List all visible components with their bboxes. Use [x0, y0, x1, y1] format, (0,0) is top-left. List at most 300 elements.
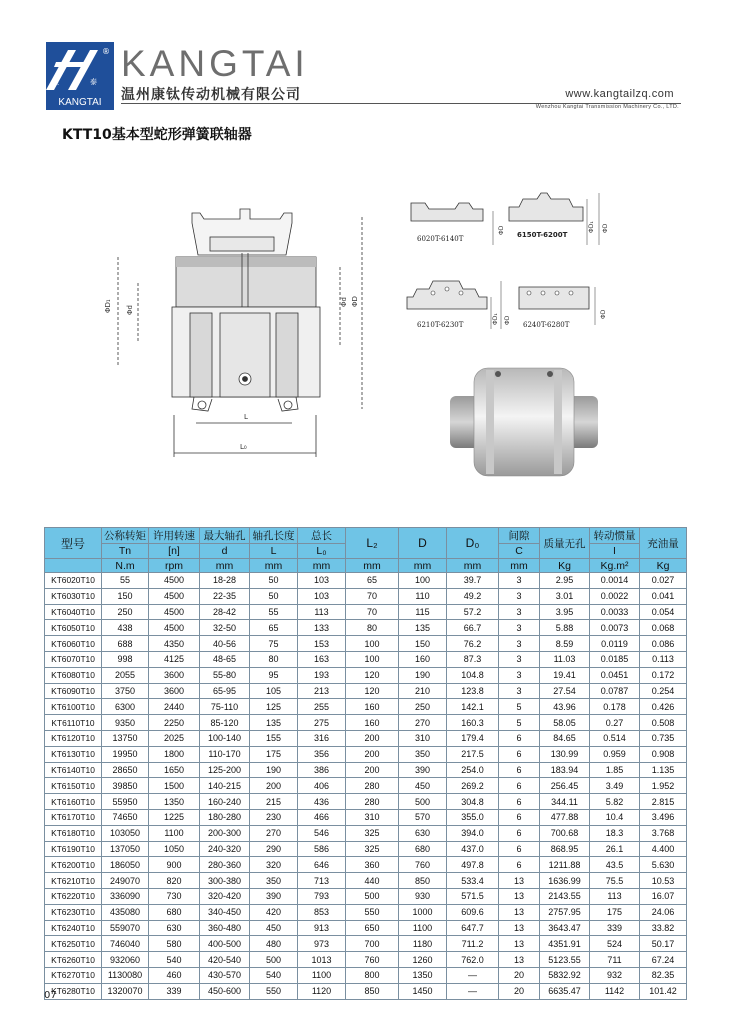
- cell-inertia: 0.0119: [590, 636, 640, 652]
- cell-model: KT6180T10: [45, 825, 102, 841]
- cell-total-length: 356: [298, 746, 346, 762]
- cell-oil: 5.630: [640, 857, 687, 873]
- cell-bore-length: 155: [250, 730, 298, 746]
- cell-bore: 360-480: [200, 920, 250, 936]
- cell-speed: 1225: [149, 809, 200, 825]
- cell-tn: 6300: [102, 699, 149, 715]
- header-l-sym: L: [250, 544, 298, 559]
- cell-mass: 58.05: [540, 715, 590, 731]
- cell-tn: 9350: [102, 715, 149, 731]
- cell-speed: 730: [149, 888, 200, 904]
- cell-bore-length: 230: [250, 809, 298, 825]
- cell-d0: 609.6: [447, 904, 499, 920]
- profile-2-dim-D: ΦD: [602, 223, 609, 233]
- cell-speed: 540: [149, 952, 200, 968]
- cell-total-length: 546: [298, 825, 346, 841]
- cell-speed: 1350: [149, 794, 200, 810]
- cell-outer-d: 150: [399, 636, 447, 652]
- cell-speed: 460: [149, 967, 200, 983]
- cell-speed: 2250: [149, 715, 200, 731]
- cell-d0: 437.0: [447, 841, 499, 857]
- cell-tn: 28650: [102, 762, 149, 778]
- table-row: [45, 841, 687, 857]
- cell-model: KT6070T10: [45, 651, 102, 667]
- header-inertia-unit: Kg.m²: [590, 559, 640, 573]
- cell-l2: 650: [346, 920, 399, 936]
- cell-gap: 6: [499, 825, 540, 841]
- cell-gap: 6: [499, 809, 540, 825]
- header-mass-cn: 质量无孔: [540, 528, 590, 559]
- table-row: [45, 888, 687, 904]
- cell-bore-length: 270: [250, 825, 298, 841]
- cell-bore-length: 105: [250, 683, 298, 699]
- cell-total-length: 436: [298, 794, 346, 810]
- coupling-photo: [446, 362, 601, 480]
- brand-name: KANGTAI: [121, 43, 309, 84]
- cell-gap: 3: [499, 683, 540, 699]
- cell-total-length: 133: [298, 620, 346, 636]
- cell-outer-d: 1260: [399, 952, 447, 968]
- cell-l2: 200: [346, 730, 399, 746]
- cell-bore-length: 125: [250, 699, 298, 715]
- cell-outer-d: 310: [399, 730, 447, 746]
- cell-model: KT6220T10: [45, 888, 102, 904]
- cell-l2: 280: [346, 778, 399, 794]
- dim-label-D: ΦD: [351, 296, 359, 307]
- table-row: [45, 936, 687, 952]
- cell-gap: 3: [499, 667, 540, 683]
- cell-l2: 550: [346, 904, 399, 920]
- cell-mass: 5832.92: [540, 967, 590, 983]
- cell-d0: 647.7: [447, 920, 499, 936]
- header-l0-cn: 总长: [298, 528, 346, 544]
- cell-outer-d: 760: [399, 857, 447, 873]
- cell-mass: 3643.47: [540, 920, 590, 936]
- cell-speed: 2025: [149, 730, 200, 746]
- cell-oil: 0.086: [640, 636, 687, 652]
- cell-tn: 39850: [102, 778, 149, 794]
- cell-gap: 3: [499, 620, 540, 636]
- header-l-cn: 轴孔长度: [250, 528, 298, 544]
- cell-speed: 1100: [149, 825, 200, 841]
- cell-bore: 160-240: [200, 794, 250, 810]
- table-row: [45, 762, 687, 778]
- cell-total-length: 153: [298, 636, 346, 652]
- cell-mass: 43.96: [540, 699, 590, 715]
- cell-l2: 200: [346, 746, 399, 762]
- cell-mass: 1636.99: [540, 873, 590, 889]
- cell-d0: 179.4: [447, 730, 499, 746]
- cell-d0: 304.8: [447, 794, 499, 810]
- cell-mass: 19.41: [540, 667, 590, 683]
- header-l2: L₂: [346, 528, 399, 559]
- cell-l2: 160: [346, 715, 399, 731]
- cell-oil: 50.17: [640, 936, 687, 952]
- cell-inertia: 75.5: [590, 873, 640, 889]
- cell-bore: 48-65: [200, 651, 250, 667]
- cell-outer-d: 270: [399, 715, 447, 731]
- cell-gap: 6: [499, 794, 540, 810]
- cell-model: KT6200T10: [45, 857, 102, 873]
- cell-bore-length: 390: [250, 888, 298, 904]
- cell-inertia: 932: [590, 967, 640, 983]
- logo-text: KANGTAI: [58, 97, 102, 108]
- cell-d0: 762.0: [447, 952, 499, 968]
- profile-label-1: 6020T-6140T: [417, 235, 464, 243]
- cell-model: KT6090T10: [45, 683, 102, 699]
- table-row: [45, 573, 687, 589]
- cell-bore-length: 135: [250, 715, 298, 731]
- cell-model: KT6120T10: [45, 730, 102, 746]
- table-row: [45, 620, 687, 636]
- cell-mass: 5.88: [540, 620, 590, 636]
- cell-bore: 125-200: [200, 762, 250, 778]
- cell-gap: 6: [499, 762, 540, 778]
- cell-speed: 900: [149, 857, 200, 873]
- table-row: [45, 873, 687, 889]
- cell-speed: 2440: [149, 699, 200, 715]
- cell-gap: 3: [499, 588, 540, 604]
- cell-tn: 336090: [102, 888, 149, 904]
- cell-d0: 49.2: [447, 588, 499, 604]
- cell-outer-d: 135: [399, 620, 447, 636]
- cell-speed: 1650: [149, 762, 200, 778]
- cell-gap: 13: [499, 873, 540, 889]
- cell-bore: 110-170: [200, 746, 250, 762]
- cell-model: KT6100T10: [45, 699, 102, 715]
- cell-inertia: 5.82: [590, 794, 640, 810]
- cell-oil: 10.53: [640, 873, 687, 889]
- cell-d0: 66.7: [447, 620, 499, 636]
- spec-table-body: [45, 573, 687, 1000]
- profile-label-4: 6240T-6280T: [523, 321, 570, 329]
- cell-model: KT6270T10: [45, 967, 102, 983]
- cell-bore-length: 65: [250, 620, 298, 636]
- website-url: www.kangtailzq.com: [565, 88, 674, 100]
- cell-inertia: 175: [590, 904, 640, 920]
- cell-outer-d: 1450: [399, 983, 447, 999]
- profile-3-dim-D: ΦD: [504, 315, 511, 325]
- cell-model: KT6050T10: [45, 620, 102, 636]
- cell-tn: 249070: [102, 873, 149, 889]
- cell-total-length: 163: [298, 651, 346, 667]
- cell-bore-length: 550: [250, 983, 298, 999]
- cell-l2: 200: [346, 762, 399, 778]
- cell-model: KT6110T10: [45, 715, 102, 731]
- cell-l2: 70: [346, 604, 399, 620]
- cell-bore-length: 55: [250, 604, 298, 620]
- header-c-unit: mm: [499, 559, 540, 573]
- cell-bore-length: 350: [250, 873, 298, 889]
- header-n-cn: 许用转速: [149, 528, 200, 544]
- cell-bore-length: 50: [250, 573, 298, 589]
- cell-bore-length: 75: [250, 636, 298, 652]
- cell-inertia: 18.3: [590, 825, 640, 841]
- cell-gap: 13: [499, 936, 540, 952]
- cell-speed: 680: [149, 904, 200, 920]
- cell-bore: 200-300: [200, 825, 250, 841]
- table-row: [45, 667, 687, 683]
- cell-bore: 28-42: [200, 604, 250, 620]
- cell-outer-d: 115: [399, 604, 447, 620]
- cell-outer-d: 1000: [399, 904, 447, 920]
- cell-gap: 13: [499, 920, 540, 936]
- header-l2-unit: mm: [346, 559, 399, 573]
- cell-outer-d: 570: [399, 809, 447, 825]
- cell-tn: 74650: [102, 809, 149, 825]
- cell-outer-d: 630: [399, 825, 447, 841]
- header-n-sym: [n]: [149, 544, 200, 559]
- cell-tn: 746040: [102, 936, 149, 952]
- cell-tn: 2055: [102, 667, 149, 683]
- cell-gap: 6: [499, 746, 540, 762]
- cell-bore: 300-380: [200, 873, 250, 889]
- cell-d0: 142.1: [447, 699, 499, 715]
- table-row: [45, 825, 687, 841]
- cell-l2: 360: [346, 857, 399, 873]
- cell-gap: 20: [499, 967, 540, 983]
- cell-l2: 850: [346, 983, 399, 999]
- cell-total-length: 646: [298, 857, 346, 873]
- cell-total-length: 713: [298, 873, 346, 889]
- cell-outer-d: 450: [399, 778, 447, 794]
- cell-inertia: 0.959: [590, 746, 640, 762]
- cell-total-length: 316: [298, 730, 346, 746]
- cell-gap: 20: [499, 983, 540, 999]
- cell-tn: 186050: [102, 857, 149, 873]
- cell-bore: 400-500: [200, 936, 250, 952]
- header-l-unit: mm: [250, 559, 298, 573]
- profile-1-dim-D: ΦD: [498, 225, 505, 235]
- company-name-cn: 温州康钛传动机械有限公司: [121, 87, 301, 103]
- table-row: [45, 904, 687, 920]
- cell-gap: 5: [499, 715, 540, 731]
- cell-inertia: 339: [590, 920, 640, 936]
- profile-label-3: 6210T-6230T: [417, 321, 464, 329]
- cell-outer-d: 110: [399, 588, 447, 604]
- cell-speed: 4125: [149, 651, 200, 667]
- cell-mass: 4351.91: [540, 936, 590, 952]
- cell-inertia: 0.514: [590, 730, 640, 746]
- cell-mass: 477.88: [540, 809, 590, 825]
- cell-l2: 160: [346, 699, 399, 715]
- page-title: KTT10基本型蛇形弹簧联轴器: [62, 127, 252, 143]
- cell-inertia: 113: [590, 888, 640, 904]
- cell-oil: 0.113: [640, 651, 687, 667]
- cell-outer-d: 930: [399, 888, 447, 904]
- cell-oil: 82.35: [640, 967, 687, 983]
- cell-d0: 497.8: [447, 857, 499, 873]
- cell-gap: 6: [499, 778, 540, 794]
- header-inertia-cn: 转动惯量: [590, 528, 640, 544]
- cell-model: KT6170T10: [45, 809, 102, 825]
- cell-mass: 27.54: [540, 683, 590, 699]
- cell-oil: 1.135: [640, 762, 687, 778]
- cell-bore-length: 540: [250, 967, 298, 983]
- cell-d0: 160.3: [447, 715, 499, 731]
- table-row: [45, 604, 687, 620]
- kangtai-logo: [46, 42, 114, 110]
- cell-bore-length: 50: [250, 588, 298, 604]
- cell-bore: 180-280: [200, 809, 250, 825]
- cell-l2: 800: [346, 967, 399, 983]
- header-oil-cn: 充油量: [640, 528, 687, 559]
- cell-mass: 6635.47: [540, 983, 590, 999]
- logo-char-2: 泰: [90, 78, 97, 86]
- cell-bore: 140-215: [200, 778, 250, 794]
- cell-bore-length: 500: [250, 952, 298, 968]
- table-row: [45, 715, 687, 731]
- cell-model: KT6240T10: [45, 920, 102, 936]
- cell-total-length: 275: [298, 715, 346, 731]
- cell-tn: 435080: [102, 904, 149, 920]
- cell-l2: 65: [346, 573, 399, 589]
- header-model: 型号: [45, 528, 102, 559]
- header-inertia-sym: I: [590, 544, 640, 559]
- cell-bore: 22-35: [200, 588, 250, 604]
- cell-oil: 0.068: [640, 620, 687, 636]
- cell-speed: 4500: [149, 604, 200, 620]
- coupling-drawing: [100, 195, 370, 470]
- cell-mass: 8.59: [540, 636, 590, 652]
- cell-oil: 3.496: [640, 809, 687, 825]
- profile-2-dim-D1: ΦD₁: [588, 221, 595, 233]
- header-n-unit: rpm: [149, 559, 200, 573]
- cell-outer-d: 190: [399, 667, 447, 683]
- table-row: [45, 983, 687, 999]
- cell-total-length: 103: [298, 573, 346, 589]
- cell-oil: 0.908: [640, 746, 687, 762]
- cell-outer-d: 1100: [399, 920, 447, 936]
- cell-outer-d: 1180: [399, 936, 447, 952]
- dim-label-L: L: [244, 413, 248, 421]
- dim-label-d-right: Φd: [340, 297, 348, 307]
- cell-total-length: 793: [298, 888, 346, 904]
- cell-d0: 254.0: [447, 762, 499, 778]
- cell-d0: 269.2: [447, 778, 499, 794]
- cell-oil: 0.054: [640, 604, 687, 620]
- cell-d0: 533.4: [447, 873, 499, 889]
- cell-inertia: 0.0787: [590, 683, 640, 699]
- cell-mass: 5123.55: [540, 952, 590, 968]
- cell-bore-length: 80: [250, 651, 298, 667]
- cell-tn: 998: [102, 651, 149, 667]
- cell-gap: 13: [499, 904, 540, 920]
- cell-speed: 3600: [149, 667, 200, 683]
- cell-total-length: 213: [298, 683, 346, 699]
- cell-inertia: 0.0033: [590, 604, 640, 620]
- cell-speed: 4500: [149, 620, 200, 636]
- cell-inertia: 0.0451: [590, 667, 640, 683]
- table-row: [45, 857, 687, 873]
- cell-oil: 0.027: [640, 573, 687, 589]
- logo-char-1: 康: [52, 78, 59, 86]
- cell-l2: 700: [346, 936, 399, 952]
- cell-speed: 3600: [149, 683, 200, 699]
- cell-l2: 325: [346, 825, 399, 841]
- cell-model: KT6060T10: [45, 636, 102, 652]
- cell-bore: 420-540: [200, 952, 250, 968]
- cell-tn: 137050: [102, 841, 149, 857]
- cell-mass: 11.03: [540, 651, 590, 667]
- cell-gap: 6: [499, 857, 540, 873]
- cell-bore: 65-95: [200, 683, 250, 699]
- cell-bore: 340-450: [200, 904, 250, 920]
- cell-oil: 1.952: [640, 778, 687, 794]
- cell-total-length: 466: [298, 809, 346, 825]
- cell-tn: 559070: [102, 920, 149, 936]
- cell-inertia: 3.49: [590, 778, 640, 794]
- header-d0-unit: mm: [447, 559, 499, 573]
- cell-l2: 100: [346, 651, 399, 667]
- cell-l2: 760: [346, 952, 399, 968]
- cell-bore-length: 320: [250, 857, 298, 873]
- cell-mass: 183.94: [540, 762, 590, 778]
- cell-l2: 500: [346, 888, 399, 904]
- profile-3-dim-D1: ΦD₁: [492, 313, 499, 325]
- cell-tn: 688: [102, 636, 149, 652]
- cell-inertia: 0.27: [590, 715, 640, 731]
- cell-bore-length: 190: [250, 762, 298, 778]
- cell-outer-d: 390: [399, 762, 447, 778]
- cell-mass: 344.11: [540, 794, 590, 810]
- cell-oil: 2.815: [640, 794, 687, 810]
- header-tn-cn: 公称转矩: [102, 528, 149, 544]
- header-oil-unit: Kg: [640, 559, 687, 573]
- cell-d0: 355.0: [447, 809, 499, 825]
- cell-total-length: 973: [298, 936, 346, 952]
- cell-d0: 39.7: [447, 573, 499, 589]
- cell-bore: 75-110: [200, 699, 250, 715]
- table-row: [45, 746, 687, 762]
- cell-tn: 1320070: [102, 983, 149, 999]
- cell-model: KT6020T10: [45, 573, 102, 589]
- cell-total-length: 853: [298, 904, 346, 920]
- cell-model: KT6210T10: [45, 873, 102, 889]
- cell-d0: 711.2: [447, 936, 499, 952]
- table-row: [45, 651, 687, 667]
- cell-oil: 0.041: [640, 588, 687, 604]
- cell-mass: 84.65: [540, 730, 590, 746]
- cell-tn: 3750: [102, 683, 149, 699]
- cell-inertia: 43.5: [590, 857, 640, 873]
- cell-l2: 120: [346, 667, 399, 683]
- cell-bore: 100-140: [200, 730, 250, 746]
- cell-total-length: 586: [298, 841, 346, 857]
- cell-d0: 87.3: [447, 651, 499, 667]
- cell-oil: 101.42: [640, 983, 687, 999]
- cell-inertia: 524: [590, 936, 640, 952]
- cell-inertia: 10.4: [590, 809, 640, 825]
- cell-inertia: 0.178: [590, 699, 640, 715]
- cell-model: KT6040T10: [45, 604, 102, 620]
- cell-total-length: 113: [298, 604, 346, 620]
- cell-outer-d: 500: [399, 794, 447, 810]
- cell-tn: 250: [102, 604, 149, 620]
- cell-bore: 430-570: [200, 967, 250, 983]
- cell-l2: 80: [346, 620, 399, 636]
- cell-inertia: 0.0022: [590, 588, 640, 604]
- cover-profiles: [403, 185, 613, 345]
- cell-bore: 450-600: [200, 983, 250, 999]
- dim-label-L0: L₀: [240, 443, 247, 451]
- cell-bore-length: 450: [250, 920, 298, 936]
- cell-oil: 67.24: [640, 952, 687, 968]
- table-row: [45, 683, 687, 699]
- cell-bore-length: 95: [250, 667, 298, 683]
- cell-total-length: 1120: [298, 983, 346, 999]
- cell-mass: 130.99: [540, 746, 590, 762]
